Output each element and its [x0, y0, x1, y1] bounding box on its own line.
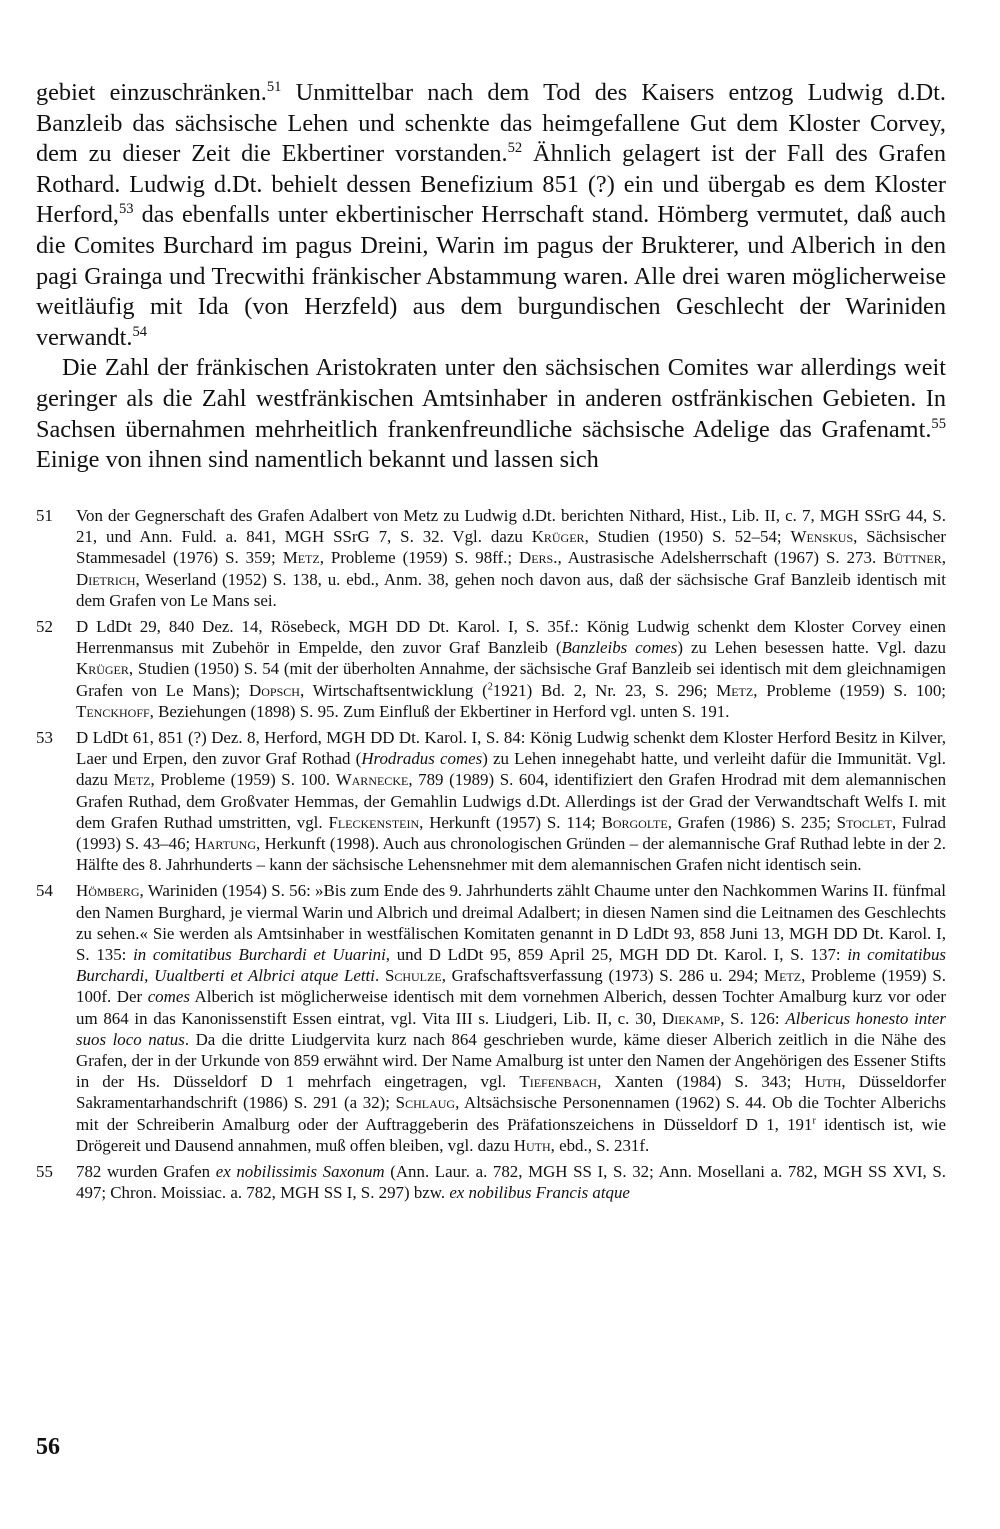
footnote-ref: r — [812, 1115, 816, 1127]
italic-text: Albericus honesto inter suos loco natus — [76, 1008, 947, 1049]
footnote-text: 782 wurden Grafen ex nobilissimis Saxonum (Ann. Laur. a. 782, MGH SS I, S. 32; Ann. Mosellani a. 782, MGH SS XVI, S. 497; Chron. Moissiac. a. 782, MGH SS I, S. 297) bzw. ex nobilibus Francis atque — [76, 1162, 947, 1203]
footnote-text: D LdDt 61, 851 (?) Dez. 8, Herford, MGH DD Dt. Karol. I, S. 84: König Ludwig schenkt dem Kloster Herford Besitz in Kilver, Laer und Erpen, den zuvor Graf Rothad (Hrodradus comes) zu Lehen innegehabt hatte, und verleiht dafür die Immunität. Vgl. dazu Metz, Probleme (1959) S. 100. Warnecke, 789 (1989) S. 604, identifiziert den Grafen Hrodrad mit dem alemannischen Grafen Ruthad, dem Großvater Hemmas, der Gemahlin Ludwigs d.Dt. Allerdings ist der Grad der Verwandtschaft Welfs I. mit dem Grafen Ruthad umstritten, vgl. Fleckenstein, Herkunft (1957) S. 114; Borgolte, Grafen (1986) S. 235; Stoclet, Fulrad (1993) S. 43–46; Hartung, Herkunft (1998). Auch aus chronologischen Gründen – der alemannische Graf Ruthad lebte in der 2. Hälfte des 8. Jahrhunderts – kann der sächsische Lehensnehmer mit dem alemannischen Grafen nicht identisch sein. — [76, 728, 947, 875]
main-text — [36, 78, 946, 476]
author-name: Diekamp — [662, 1008, 721, 1028]
author-name: Dopsch — [249, 680, 300, 700]
footnote-ref: 52 — [507, 140, 523, 157]
footnote-54 — [36, 880, 946, 1156]
italic-text: in comitatibus Burchardi et Uuarini — [133, 945, 386, 965]
author-name: Hömberg — [76, 881, 140, 901]
italic-text: in comitatibus Burchardi, Uualtberti et Albrici atque Letti — [76, 945, 946, 986]
footnote-ref: 51 — [266, 78, 282, 95]
author-name: Wenskus — [790, 527, 854, 547]
author-name: Büttner, Dietrich — [76, 548, 946, 589]
author-name: Krüger — [531, 527, 585, 547]
footnote-55 — [36, 1161, 946, 1203]
footnote-number: 54 — [36, 881, 53, 901]
footnote-number: 51 — [36, 506, 53, 525]
author-name: Metz — [764, 966, 802, 986]
author-name: Huth — [804, 1072, 842, 1092]
page-number: 56 — [36, 1434, 60, 1460]
body-paragraph-2: Die Zahl der fränkischen Aristokraten unter den sächsischen Comites war allerdings weit geringer als die Zahl westfränkischen Amtsinhaber in anderen ostfränkischen Gebieten. In Sachsen übernahmen mehrheitlich frankenfreundliche sächsische Adelige das Grafenamt.$^{55}$ Einige von ihnen sind namentlich bekannt und lassen sich — [36, 354, 946, 474]
italic-text: Banzleibs comes — [561, 638, 678, 658]
italic-text: ex nobilibus Francis atque — [449, 1183, 630, 1203]
author-name: Schlaug — [395, 1093, 456, 1113]
footnote-ref: 53 — [118, 201, 134, 218]
footnote-ref: 54 — [132, 323, 148, 340]
footnote-number: 52 — [36, 617, 53, 637]
italic-text: Hrodradus comes — [361, 749, 483, 769]
author-name: Krüger — [76, 659, 129, 679]
body-paragraph-1: gebiet einzuschränken.$^{51}$ Unmittelbar nach dem Tod des Kaisers entzog Ludwig d.Dt. Banzleib das sächsische Lehen und schenkte das heimgefallene Gut dem Kloster Corvey, dem zu dieser Zeit die Ekbertiner vorstanden.$^{52}$ Ähnlich gelagert ist der Fall des Grafen Rothard. Ludwig d.Dt. behielt dessen Benefizium 851 (?) ein und übergab es dem Kloster Herford,$^{53}$ das ebenfalls unter ekbertinischer Herrschaft stand. Hömberg vermutet, daß auch die Comites Burchard im pagus Dreini, Warin im pagus der Brukterer, und Alberich in den pagi Grainga und Trecwithi fränkischer Abstammung waren. Alle drei waren möglicherweise weitläufig mit Ida (von Herzfeld) aus dem burgundischen Geschlecht der Wariniden verwandt.$^{54}$ — [36, 78, 947, 351]
author-name: Schulze — [384, 966, 442, 986]
footnote-52 — [36, 616, 946, 722]
footnote-number: 55 — [36, 1162, 53, 1182]
footnote-text: Hömberg, Wariniden (1954) S. 56: »Bis zum Ende des 9. Jahrhunderts zählt Chaume unter den Nachkommen Warins II. fünfmal den Namen Burghard, je viermal Warin und Albrich und dreimal Adalbert; in diesen Namen sind die Leitnamen des Geschlechts zu sehen.« Sie werden als Amtsinhaber in westfälischen Komitaten genannt in D LdDt 93, 858 Juni 13, MGH DD Dt. Karol. I, S. 135: in comitatibus Burchardi et Uuarini, und D LdDt 95, 859 April 25, MGH DD Dt. Karol. I, S. 137: in comitatibus Burchardi, Uualtberti et Albrici atque Letti. Schulze, Grafschaftsverfassung (1973) S. 286 u. 294; Metz, Probleme (1959) S. 100f. Der comes Alberich ist möglicherweise identisch mit dem vornehmen Alberich, dessen Tochter Amalburg kurz vor oder um 864 in das Kanonissenstift Essen eintrat, vgl. Vita III s. Liudgeri, Lib. II, c. 30, Diekamp, S. 126: Albericus honesto inter suos loco natus. Da die dritte Liudgervita kurz nach 864 geschrieben wurde, käme dieser Alberich zeitlich in die Nähe des Grafen, der in der Urkunde von 859 erwähnt wird. Der Name Amalburg ist unter den Namen der Angehörigen des Essener Stifts in der Hs. Düsseldorf D 1 mehrfach eingetragen, vgl. Tiefenbach, Xanten (1984) S. 343; Huth, Düsseldorfer Sakramentarhandschrift (1986) S. 291 (a 32); Schlaug, Altsächsische Personennamen (1962) S. 44. Ob die Tochter Alberichs mit der Schreiberin Amalburg oder der Auftraggeberin des Präfationszeichens in Düsseldorf D 1, 191$^r$ identisch ist, wie Drögereit und Dausend annahmen, muß offen bleiben, vgl. dazu Huth, ebd., S. 231f. — [76, 881, 947, 1155]
author-name: Ders. — [519, 548, 558, 568]
author-name: Stoclet — [836, 812, 892, 832]
author-name: Metz — [113, 770, 151, 790]
footnote-text: D LdDt 29, 840 Dez. 14, Rösebeck, MGH DD Dt. Karol. I, S. 35f.: König Ludwig schenkt dem Kloster Corvey einen Herrenmansus mit Zubehör in Empelde, den zuvor Graf Banzleib (Banzleibs comes) zu Lehen besessen hatte. Vgl. dazu Krüger, Studien (1950) S. 54 (mit der überholten Annahme, der sächsische Graf Banzleib sei identisch mit dem gleichnamigen Grafen von Le Mans); Dopsch, Wirtschaftsentwicklung ($^2$1921) Bd. 2, Nr. 23, S. 296; Metz, Probleme (1959) S. 100; Tenckhoff, Beziehungen (1898) S. 95. Zum Einfluß der Ekbertiner in Herford vgl. unten S. 191. — [76, 617, 946, 721]
footnote-ref: 55 — [931, 415, 946, 432]
author-name: Tenckhoff — [76, 701, 150, 721]
italic-text: comes — [147, 987, 190, 1007]
author-name: Hartung — [194, 834, 257, 854]
footnote-text: Von der Gegnerschaft des Grafen Adalbert von Metz zu Ludwig d.Dt. berichten Nithard, Hist., Lib. II, c. 7, MGH SSrG 44, S. 21, und Ann. Fuld. a. 841, MGH SSrG 7, S. 32. Vgl. dazu Krüger, Studien (1950) S. 52–54; Wenskus, Sächsischer Stammesadel (1976) S. 359; Metz, Probleme (1959) S. 98ff.; Ders., Austrasische Adelsherrschaft (1967) S. 273. Büttner, Dietrich, Weserland (1952) S. 138, u. ebd., Anm. 38, gehen noch davon aus, daß der sächsische Graf Banzleib identisch mit dem Grafen von Le Mans sei. — [76, 506, 947, 610]
author-name: Metz — [282, 548, 320, 568]
author-name: Huth — [513, 1135, 551, 1155]
author-name: Warnecke — [335, 770, 409, 790]
footnotes — [36, 505, 946, 1209]
footnote-51 — [36, 505, 946, 611]
author-name: Fleckenstein — [328, 812, 420, 832]
author-name: Tiefenbach — [519, 1072, 598, 1092]
author-name: Metz — [716, 680, 754, 700]
footnote-ref: 2 — [487, 681, 493, 692]
author-name: Borgolte — [601, 812, 668, 832]
footnote-53 — [36, 727, 946, 875]
footnote-number: 53 — [36, 728, 53, 748]
italic-text: ex nobilissimis Saxonum — [215, 1162, 385, 1182]
